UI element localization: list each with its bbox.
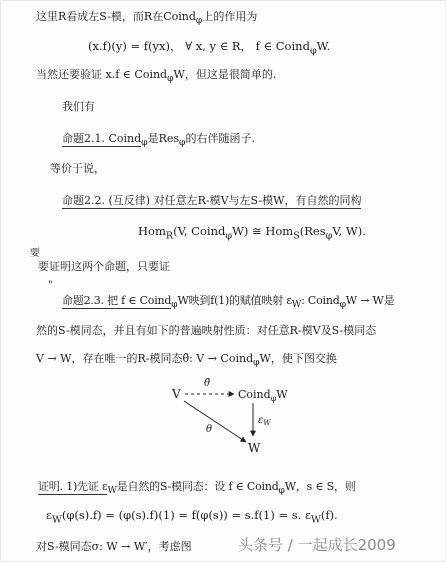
diagram-node-coind: Coind$_\varphi$W <box>238 388 288 403</box>
diagram-node-v: V <box>172 387 181 401</box>
text-line-1: 这里R看成左S-模，而R在Coind$_\varphi$上的作用为 <box>36 10 258 27</box>
proposition-2-3: 命题2.3. 把 f ∈ Coind$_\varphi$W映到f(1)的赋值映射 $\varepsilon_W$: Coind$_\varphi$W → W是 <box>62 294 395 311</box>
text-line-15: 对S-模同态σ: W → W′，考虑图 <box>36 540 192 553</box>
diagram-label-theta: θ <box>206 424 213 435</box>
watermark: 头条号 / 一起成长2009 <box>238 536 396 554</box>
text-line-12: V → W，存在唯一的R-模同态θ̃: V → Coind$_\varphi$W，使下图交换 <box>36 352 337 369</box>
text-line-11: 然的S-模同态，并且有如下的普遍映射性质：对任意R-模V及S-模同态 <box>36 324 377 337</box>
formula-action: (x.f)(y) = f(yx)， ∀ x, y ∈ R， f ∈ Coind$_\varphi$W. <box>88 39 331 57</box>
proposition-2-1: 命题2.1. Coind$_\varphi$是Res$_\varphi$的右伴随函子. <box>62 132 255 149</box>
diagram-label-eps: $\varepsilon_W$ <box>258 415 271 427</box>
diagram-label-theta-tilde: θ̃ <box>204 378 211 389</box>
diagram-node-w: W <box>248 441 261 454</box>
proof-line-1: 证明. 1)先证 $\varepsilon_W$是自然的S-模同态：设 f ∈ Coind$_\varphi$W，s ∈ S，则 <box>38 480 356 497</box>
formula-reciprocity: Hom$_R$(V, Coind$_\varphi$W) ≅ Hom$_S$(Res$_\varphi$V, W). <box>138 224 366 242</box>
text-line-6: 等价于说， <box>50 162 105 175</box>
diagram-arrow-theta <box>184 401 246 442</box>
text-line-9: 要证明这两个命题，只要证 <box>38 260 170 273</box>
text-line-4: 我们有 <box>62 100 95 113</box>
margin-mark-2: " <box>48 280 53 291</box>
formula-evaluation: $\varepsilon_W(\varphi(s).f) = (\varphi(s).f)(1) = f(\varphi(s)) = s.f(1) = s$. $\varepsilon_W(f)$. <box>46 508 338 526</box>
commutative-diagram <box>150 372 300 454</box>
proposition-2-2: 命题2.2. (互反律) 对任意左R-模V与左S-模W，有自然的同构 <box>62 194 362 207</box>
margin-mark-1: 要 <box>30 248 40 259</box>
text-line-3: 当然还要验证 x.f ∈ Coind$_\varphi$W，但这是很简单的. <box>36 68 277 85</box>
